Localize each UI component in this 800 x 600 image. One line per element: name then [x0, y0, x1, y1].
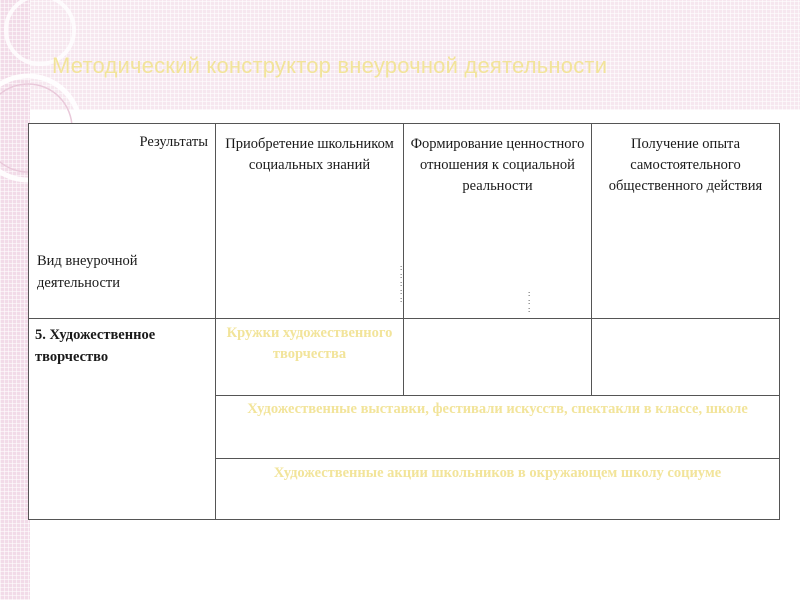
corner-cell [29, 124, 216, 319]
column-header-label: Получение опыта самостоятельного общественного действия [608, 136, 763, 194]
activity-type-label: Вид внеурочной деятельности [37, 253, 138, 291]
dot-marks: : : : [528, 289, 531, 314]
header-row [29, 124, 780, 319]
table-cell [216, 396, 780, 459]
table-cell [404, 319, 592, 396]
table-cell [216, 459, 780, 520]
table-cell [216, 319, 404, 396]
column-header-knowledge [216, 124, 404, 319]
column-header-experience [592, 124, 780, 319]
row-label-art: 5. Художественное творчество [29, 319, 216, 520]
cell-text: Художественные акции школьников в окружающем школу социуме [273, 465, 722, 481]
cell-text: Кружки художественного творчества [226, 325, 393, 362]
column-header-values [404, 124, 592, 319]
dot-marks: : : : : : [400, 263, 403, 304]
column-header-label: Приобретение школьником социальных знаний [225, 136, 394, 173]
column-header-label: Формирование ценностного отношения к социальной реальности [410, 136, 585, 194]
page-title: Методический конструктор внеурочной деятельности [52, 53, 608, 78]
table-cell [592, 319, 780, 396]
results-label: Результаты [139, 134, 208, 150]
table-row [29, 319, 780, 396]
cell-text: Художественные выставки, фестивали искусств, спектакли в классе, школе [247, 401, 748, 417]
constructor-table [28, 123, 780, 520]
